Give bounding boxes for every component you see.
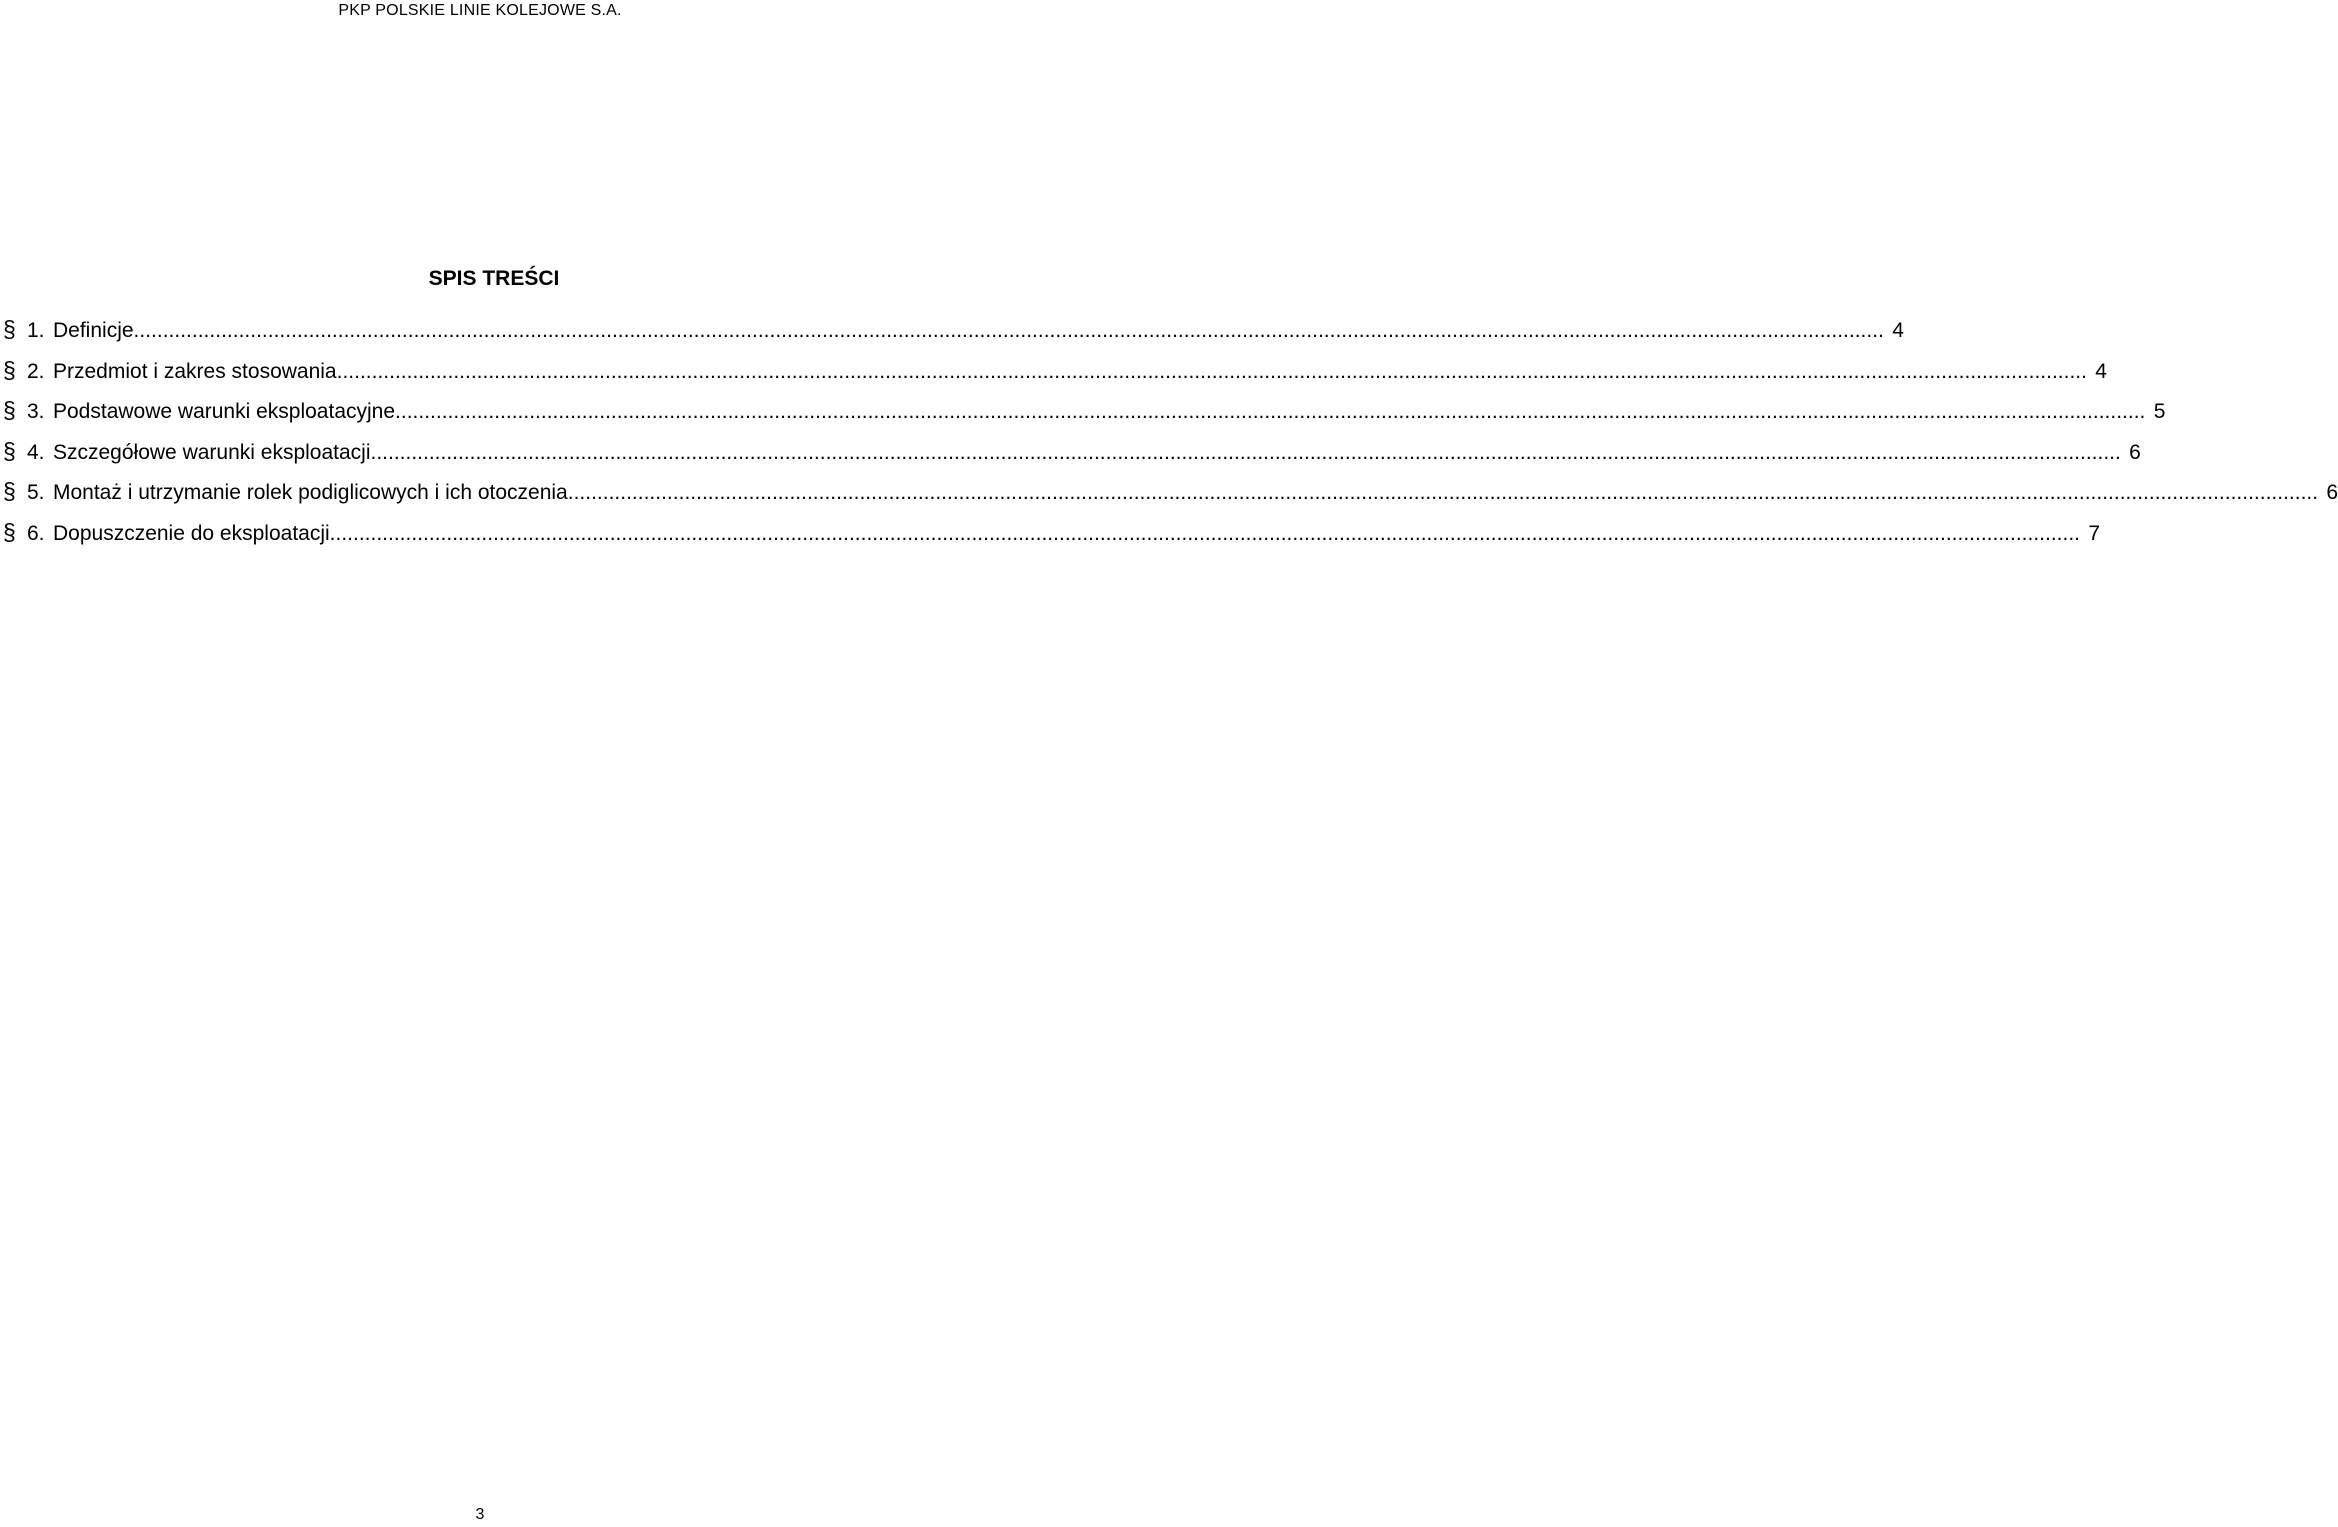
toc-entry-number: 5. [27, 481, 45, 505]
toc-entry-number: 4. [27, 440, 45, 464]
toc-entry-6[interactable] [0, 512, 2101, 553]
toc-entry-5[interactable] [0, 471, 2338, 512]
dot-leader: ............................................................................................................................................................................................................................................................................................................ [336, 359, 2087, 383]
toc-entry-4[interactable] [0, 431, 2141, 472]
toc-entry-page: 4 [2095, 359, 2107, 383]
toc-entry-number: 6. [27, 521, 45, 545]
toc-entry-3[interactable] [0, 390, 2166, 431]
section-symbol: § [3, 397, 16, 424]
toc-entry-label: Przedmiot i zakres stosowania [53, 359, 337, 383]
toc-entry-label: Podstawowe warunki eksploatacyjne [53, 400, 396, 424]
table-of-contents [0, 309, 2338, 553]
toc-entry-page: 7 [2088, 521, 2101, 545]
toc-entry-2[interactable] [0, 350, 2107, 391]
section-symbol: § [3, 316, 16, 342]
dot-leader: ............................................................................................................................................................................................................................................................................................................ [329, 521, 2081, 545]
toc-entry-number: 1. [27, 319, 45, 342]
toc-entry-number: 3. [27, 400, 45, 424]
toc-entry-page: 5 [2153, 400, 2166, 424]
toc-entry-page: 6 [2326, 481, 2338, 505]
toc-entry-page: 4 [1892, 319, 1904, 342]
toc-entry-label: Definicje [53, 319, 134, 342]
toc-entry-label: Szczegółowe warunki eksploatacji [53, 440, 371, 464]
document-header: PKP POLSKIE LINIE KOLEJOWE S.A. [338, 2, 622, 19]
dot-leader: ............................................................................................................................................................................................................................................................................................................ [395, 400, 2146, 424]
dot-leader: ............................................................................................................................................................................................................................................................................................................ [567, 481, 2319, 505]
dot-leader: ............................................................................................................................................................................................................................................................................................................ [370, 440, 2121, 464]
dot-leader: ............................................................................................................................................................................................................................................................................................................ [133, 319, 1884, 342]
toc-entry-1[interactable] [0, 309, 1904, 350]
toc-entry-page: 6 [2129, 440, 2141, 464]
page-number: 3 [475, 1506, 485, 1523]
toc-entry-label: Dopuszczenie do eksploatacji [53, 521, 330, 545]
toc-entry-number: 2. [27, 359, 45, 383]
toc-title: SPIS TREŚCI [428, 267, 560, 290]
section-symbol: § [3, 437, 16, 464]
toc-entry-label: Montaż i utrzymanie rolek podiglicowych i ich otoczenia [53, 481, 568, 505]
section-symbol: § [3, 518, 16, 545]
section-symbol: § [3, 478, 16, 505]
section-symbol: § [3, 356, 16, 383]
